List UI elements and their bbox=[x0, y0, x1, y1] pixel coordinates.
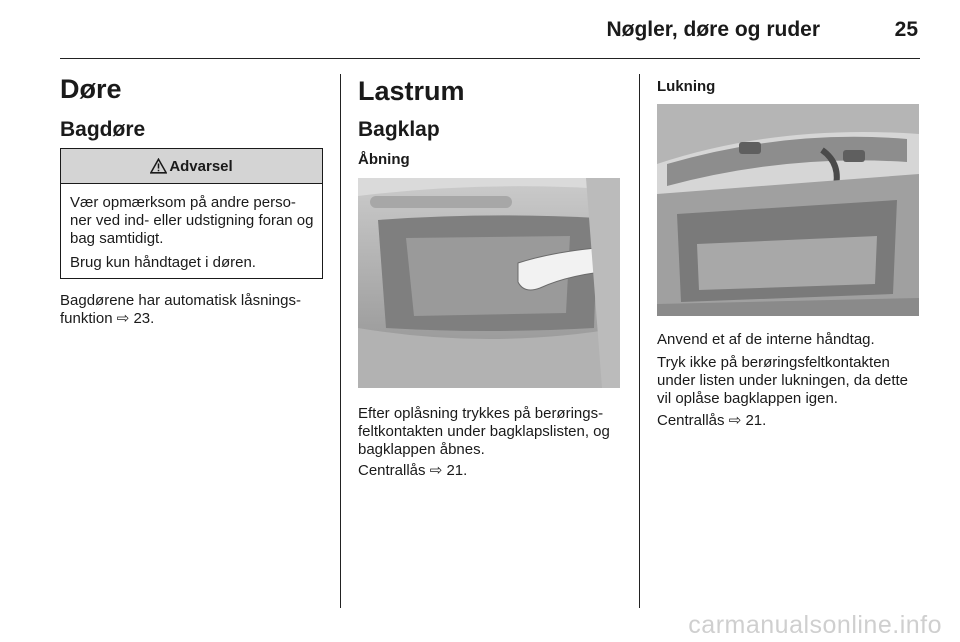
warning-paragraph-1: Vær opmærksom på andre perso-ner ved ind- eller udstigning foran og bag samtidigt. bbox=[70, 194, 314, 247]
page-header-title: Nøgler, døre og ruder bbox=[606, 18, 820, 41]
subheading-opening: Åbning bbox=[358, 151, 410, 168]
column-divider-1 bbox=[340, 74, 341, 608]
page-ref-arrow-icon: ⇨ bbox=[429, 462, 443, 479]
page-ref-link[interactable]: 23. bbox=[133, 310, 155, 327]
closing-paragraph-2: Tryk ikke på berøringsfeltkontakten under listen under lukningen, da dette vil oplåse bagklappen igen. bbox=[657, 354, 909, 407]
warning-triangle-icon bbox=[150, 158, 167, 174]
central-lock-ref-text: Centrallås bbox=[358, 462, 426, 479]
column-divider-2 bbox=[639, 74, 640, 608]
warning-paragraph-2: Brug kun håndtaget i døren. bbox=[70, 254, 256, 271]
rear-doors-text: Bagdørene har automatisk låsnings-funktion bbox=[60, 292, 301, 327]
subsection-heading-rear-doors: Bagdøre bbox=[60, 118, 146, 141]
warning-title: Advarsel bbox=[169, 157, 233, 175]
section-heading-cargo: Lastrum bbox=[358, 76, 465, 106]
opening-paragraph: Efter oplåsning trykkes på berørings-feltkontakten under bagklapslisten, og bagklappen åbnes. bbox=[358, 405, 610, 458]
warning-header bbox=[61, 149, 322, 184]
central-lock-ref-text: Centrallås bbox=[657, 412, 725, 429]
tailgate-closing-illustration bbox=[657, 104, 919, 316]
rear-doors-paragraph bbox=[60, 292, 326, 328]
page-ref-link[interactable]: 21. bbox=[446, 462, 468, 479]
page-ref-arrow-icon: ⇨ bbox=[116, 310, 130, 327]
section-heading-doors: Døre bbox=[60, 74, 122, 104]
warning-body bbox=[61, 184, 322, 272]
subsection-heading-tailgate: Bagklap bbox=[358, 118, 440, 141]
tailgate-opening-illustration bbox=[358, 178, 620, 388]
header-rule bbox=[60, 58, 920, 59]
closing-paragraph-1: Anvend et af de interne håndtag. bbox=[657, 331, 875, 348]
page-ref-arrow-icon: ⇨ bbox=[728, 412, 742, 429]
page-ref-link[interactable]: 21. bbox=[745, 412, 767, 429]
subheading-closing: Lukning bbox=[657, 78, 716, 95]
page-number: 25 bbox=[894, 18, 918, 41]
opening-ref-paragraph bbox=[358, 462, 624, 480]
watermark: carmanualsonline.info bbox=[688, 611, 942, 639]
closing-ref-paragraph bbox=[657, 412, 923, 430]
warning-box bbox=[60, 148, 323, 279]
